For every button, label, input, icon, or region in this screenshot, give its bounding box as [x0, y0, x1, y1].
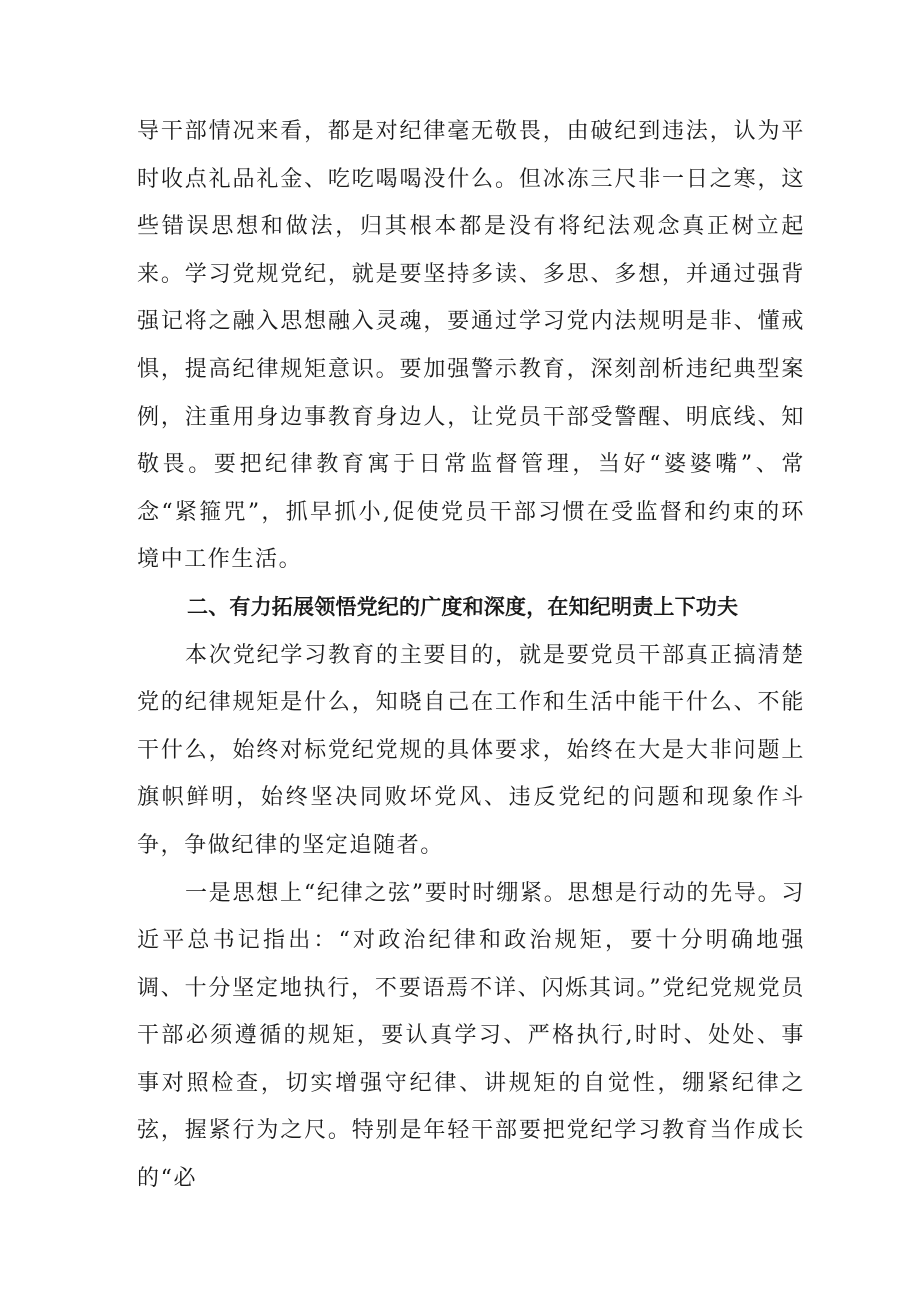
paragraph-study-purpose: 本次党纪学习教育的主要目的，就是要党员干部真正搞清楚党的纪律规矩是什么，知晓自己在工作和生活中能干什么、不能干什么，始终对标党纪党规的具体要求，始终在大是大非问题上旗帜鲜明，始终坚决同败坏党风、违反党纪的问题和现象作斗争，争做纪律的坚定追随者。: [137, 642, 805, 858]
section-heading: 二、有力拓展领悟党纪的广度和深度，在知纪明责上下功夫: [187, 594, 739, 619]
document-body: [137, 108, 805, 1203]
paragraph-discipline-string: 一是思想上“纪律之弦”要时时绷紧。思想是行动的先导。习近平总书记指出：“对政治纪律和政治规矩，要十分明确地强调、十分坚定地执行，不要语焉不详、闪烁其词。”党纪党规党员干部必须遵循的规矩，要认真学习、严格执行,时时、处处、事事对照检查，切实增强守纪律、讲规矩的自觉性，绷紧纪律之弦，握紧行为之尺。特别是年轻干部要把党纪学习教育当作成长的“必: [137, 880, 805, 1192]
paragraph-discipline-awe: 导干部情况来看，都是对纪律毫无敬畏，由破纪到违法，认为平时收点礼品礼金、吃吃喝喝没什么。但冰冻三尺非一日之寒，这些错误思想和做法，归其根本都是没有将纪法观念真正树立起来。学习党规党纪，就是要坚持多读、多思、多想，并通过强背强记将之融入思想融入灵魂，要通过学习党内法规明是非、懂戒惧，提高纪律规矩意识。要加强警示教育，深刻剖析违纪典型案例，注重用身边事教育身边人，让党员干部受警醒、明底线、知敬畏。要把纪律教育寓于日常监督管理，当好“婆婆嘴”、常念“紧箍咒”，抓早抓小,促使党员干部习惯在受监督和约束的环境中工作生活。: [137, 119, 805, 573]
